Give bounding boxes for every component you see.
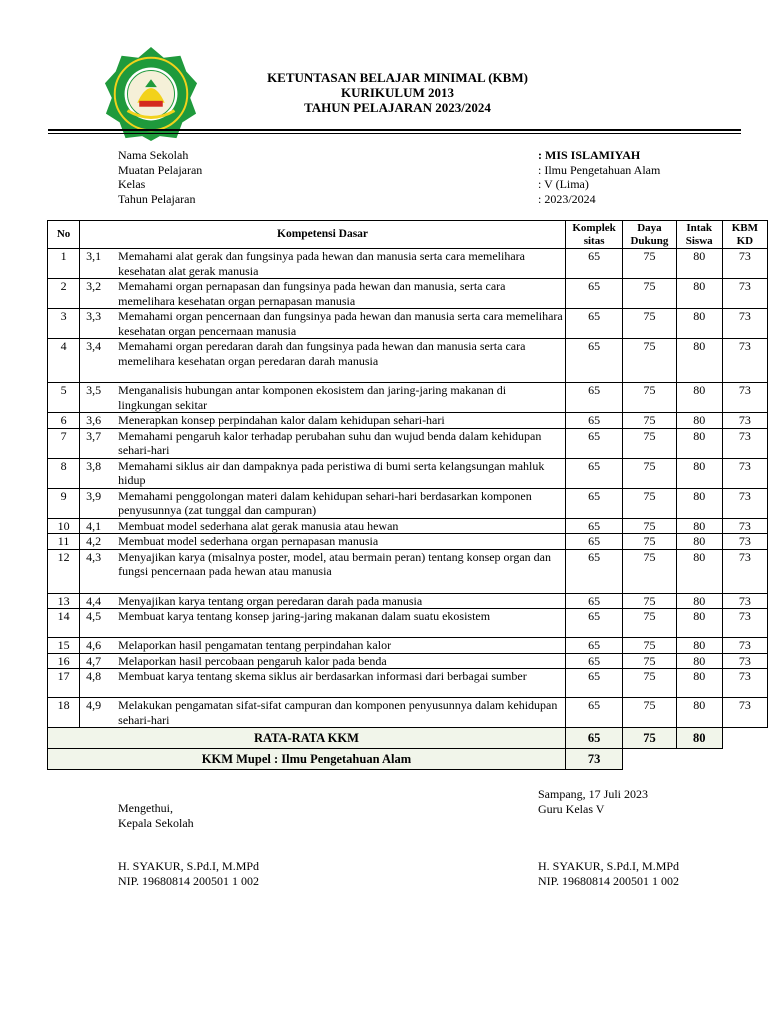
daya-dukung-value: 75 (623, 534, 676, 550)
kd-description: Menyajikan karya tentang organ peredaran darah pada manusia (118, 593, 423, 608)
kompleksitas-value: 65 (565, 458, 622, 488)
table-row (48, 534, 768, 550)
table-row (48, 638, 768, 654)
intake-value: 80 (676, 309, 722, 339)
kompleksitas-value: 65 (565, 339, 622, 383)
daya-dukung-value: 75 (623, 428, 676, 458)
acknowledged-label: Mengethui, (118, 801, 173, 815)
kompleksitas-value: 65 (565, 534, 622, 550)
info-label-school: Nama Sekolah (118, 148, 189, 162)
kompleksitas-value: 65 (565, 609, 622, 638)
kd-description: Melaporkan hasil percobaan pengaruh kalor pada benda (118, 653, 387, 668)
kd-code: 3,9 (86, 488, 102, 503)
kbm-kd-value: 73 (722, 458, 767, 488)
table-row (48, 653, 768, 669)
kd-code: 4,5 (86, 609, 102, 623)
average-label: RATA-RATA KKM (48, 728, 566, 749)
intake-value: 80 (676, 518, 722, 534)
row-no: 17 (48, 669, 80, 698)
intake-value: 80 (676, 458, 722, 488)
kd-description: Menganalisis hubungan antar komponen ekosistem dan jaring-jaring makanan di lingkungan sekitar (118, 383, 507, 412)
row-no: 9 (48, 488, 80, 518)
header-no: No (48, 221, 80, 249)
kompleksitas-value: 65 (565, 279, 622, 309)
intake-value: 80 (676, 413, 722, 429)
kd-code: 4,7 (86, 653, 102, 668)
info-value-year: : 2023/2024 (538, 192, 596, 207)
daya-dukung-value: 75 (623, 413, 676, 429)
header-intake-siswa: Intak Siswa (676, 221, 722, 249)
intake-value: 80 (676, 593, 722, 609)
table-row (48, 609, 768, 638)
average-row (48, 728, 768, 749)
signer-role-right: Guru Kelas V (538, 801, 605, 816)
kd-description: Melaporkan hasil pengamatan tentang perpindahan kalor (118, 638, 392, 652)
row-no: 1 (48, 249, 80, 279)
daya-dukung-value: 75 (623, 593, 676, 609)
kd-code: 4,4 (86, 593, 102, 608)
header-title: KETUNTASAN BELAJAR MINIMAL (KBM) (267, 70, 528, 85)
table-row (48, 249, 768, 279)
kd-description: Menerapkan konsep perpindahan kalor dalam kehidupan sehari-hari (118, 413, 445, 427)
kbm-kd-value: 73 (722, 609, 767, 638)
kompleksitas-value: 65 (565, 698, 622, 728)
intake-value: 80 (676, 609, 722, 638)
info-label-class: Kelas (118, 177, 146, 192)
table-row (48, 428, 768, 458)
signer-nip-left: NIP. 19680814 200501 1 002 (118, 873, 260, 888)
kd-code: 3,3 (86, 309, 102, 323)
header-kbm-kd: KBM KD (722, 221, 767, 249)
signer-role-left: Kepala Sekolah (118, 815, 194, 830)
header-curriculum: KURIKULUM 2013 (340, 85, 455, 100)
daya-dukung-value: 75 (623, 549, 676, 593)
table-row (48, 518, 768, 534)
row-no: 18 (48, 698, 80, 728)
kd-description: Memahami alat gerak dan fungsinya pada hewan dan manusia serta cara memelihara kesehatan alat gerak manusia (118, 249, 525, 278)
signer-name-right: H. SYAKUR, S.Pd.I, M.MPd (538, 859, 680, 873)
kbm-kd-value: 73 (722, 339, 767, 383)
kbm-kd-value: 73 (722, 593, 767, 609)
kd-description: Membuat model sederhana organ pernapasan manusia (118, 534, 379, 548)
table-row (48, 698, 768, 728)
daya-dukung-value: 75 (623, 383, 676, 413)
daya-dukung-value: 75 (623, 518, 676, 534)
row-no: 13 (48, 593, 80, 609)
row-no: 11 (48, 534, 80, 550)
row-no: 5 (48, 383, 80, 413)
daya-dukung-value: 75 (623, 309, 676, 339)
daya-dukung-value: 75 (623, 339, 676, 383)
kbm-table-body (48, 249, 768, 770)
row-no: 2 (48, 279, 80, 309)
info-value-class: : V (Lima) (538, 177, 589, 192)
intake-value: 80 (676, 669, 722, 698)
intake-value: 80 (676, 488, 722, 518)
daya-dukung-value: 75 (623, 653, 676, 669)
table-row (48, 279, 768, 309)
table-row (48, 669, 768, 698)
table-row (48, 413, 768, 429)
kd-code: 4,3 (86, 549, 102, 564)
header-kompetensi-dasar: Kompetensi Dasar (80, 221, 566, 249)
intake-value: 80 (676, 638, 722, 654)
kd-code: 3,7 (86, 428, 102, 443)
kd-code: 4,8 (86, 669, 102, 683)
intake-value: 80 (676, 534, 722, 550)
kbm-kd-value: 73 (722, 279, 767, 309)
header-academic-year: TAHUN PELAJARAN 2023/2024 (304, 100, 491, 115)
intake-value: 80 (676, 653, 722, 669)
kompleksitas-value: 65 (565, 383, 622, 413)
table-row (48, 458, 768, 488)
kbm-kd-value: 73 (722, 653, 767, 669)
kkm-mupel-value: 73 (565, 749, 622, 770)
kompleksitas-value: 65 (565, 249, 622, 279)
kd-code: 3,5 (86, 383, 102, 397)
table-row (48, 549, 768, 593)
info-labels (118, 148, 202, 207)
kbm-kd-value: 73 (722, 249, 767, 279)
daya-dukung-value: 75 (623, 249, 676, 279)
table-row (48, 383, 768, 413)
kd-code: 4,2 (86, 534, 102, 548)
header-rule-thick (48, 129, 741, 131)
row-no: 10 (48, 518, 80, 534)
kd-description: Membuat karya tentang konsep jaring-jaring makanan dalam suatu ekosistem (118, 609, 491, 623)
signer-name-left: H. SYAKUR, S.Pd.I, M.MPd (118, 859, 260, 873)
table-row (48, 488, 768, 518)
average-daya-dukung: 75 (623, 728, 676, 749)
header-kompleksitas: Komplek sitas (565, 221, 622, 249)
kompleksitas-value: 65 (565, 593, 622, 609)
table-row (48, 593, 768, 609)
average-kompleksitas: 65 (565, 728, 622, 749)
row-no: 8 (48, 458, 80, 488)
info-label-subject: Muatan Pelajaran (118, 162, 203, 177)
average-intake: 80 (676, 728, 722, 749)
kbm-kd-value: 73 (722, 428, 767, 458)
kd-description: Membuat model sederhana alat gerak manusia atau hewan (118, 518, 399, 533)
kompleksitas-value: 65 (565, 488, 622, 518)
document-header (200, 70, 595, 115)
daya-dukung-value: 75 (623, 698, 676, 728)
kd-code: 3,2 (86, 279, 102, 293)
intake-value: 80 (676, 549, 722, 593)
kd-description: Membuat karya tentang skema siklus air berdasarkan informasi dari berbagai sumber (118, 669, 527, 683)
signature-left (118, 801, 194, 831)
info-values (538, 148, 660, 207)
kkm-mupel-label: KKM Mupel : Ilmu Pengetahuan Alam (48, 749, 566, 770)
kbm-kd-value: 73 (722, 413, 767, 429)
kompleksitas-value: 65 (565, 549, 622, 593)
row-no: 6 (48, 413, 80, 429)
signature-right (538, 787, 648, 817)
row-no: 15 (48, 638, 80, 654)
school-logo (102, 44, 200, 142)
kompleksitas-value: 65 (565, 428, 622, 458)
row-no: 14 (48, 609, 80, 638)
kbm-kd-value: 73 (722, 309, 767, 339)
daya-dukung-value: 75 (623, 638, 676, 654)
table-row (48, 309, 768, 339)
table-row (48, 339, 768, 383)
kompleksitas-value: 65 (565, 669, 622, 698)
intake-value: 80 (676, 339, 722, 383)
intake-value: 80 (676, 428, 722, 458)
kd-description: Memahami pengaruh kalor terhadap perubahan suhu dan wujud benda dalam kehidupan sehari-hari (118, 428, 542, 457)
kd-code: 3,6 (86, 413, 102, 427)
kompleksitas-value: 65 (565, 309, 622, 339)
kd-code: 3,8 (86, 458, 102, 473)
signer-left-details (118, 859, 259, 889)
kd-description: Memahami organ pernapasan dan fungsinya pada hewan dan manusia, serta cara memelihara kesehatan organ pernapasan manusia (118, 279, 506, 308)
kd-description: Memahami penggolongan materi dalam kehidupan sehari-hari berdasarkan komponen penyusunnya (zat tunggal dan campuran) (118, 488, 532, 517)
kompleksitas-value: 65 (565, 638, 622, 654)
row-no: 16 (48, 653, 80, 669)
signer-nip-right: NIP. 19680814 200501 1 002 (538, 873, 680, 888)
row-no: 4 (48, 339, 80, 383)
intake-value: 80 (676, 279, 722, 309)
kbm-kd-value: 73 (722, 549, 767, 593)
header-rule-thin (48, 133, 741, 134)
info-value-school: : MIS ISLAMIYAH (538, 148, 641, 162)
row-no: 3 (48, 309, 80, 339)
kd-code: 4,1 (86, 518, 102, 533)
place-date: Sampang, 17 Juli 2023 (538, 787, 648, 801)
kd-description: Memahami organ pencernaan dan fungsinya pada hewan dan manusia serta cara memelihara kesehatan organ pencernaan manusia (118, 309, 563, 338)
kd-code: 4,9 (86, 698, 102, 712)
daya-dukung-value: 75 (623, 488, 676, 518)
daya-dukung-value: 75 (623, 279, 676, 309)
kd-description: Melakukan pengamatan sifat-sifat campuran dan komponen penyusunnya dalam kehidupan sehari-hari (118, 698, 558, 727)
kd-code: 3,4 (86, 339, 102, 353)
kompleksitas-value: 65 (565, 653, 622, 669)
signer-right-details (538, 859, 679, 889)
daya-dukung-value: 75 (623, 458, 676, 488)
kbm-kd-value: 73 (722, 518, 767, 534)
header-daya-dukung: Daya Dukung (623, 221, 676, 249)
kbm-kd-value: 73 (722, 534, 767, 550)
intake-value: 80 (676, 249, 722, 279)
kompleksitas-value: 65 (565, 518, 622, 534)
kbm-kd-value: 73 (722, 638, 767, 654)
row-no: 7 (48, 428, 80, 458)
row-no: 12 (48, 549, 80, 593)
info-label-year: Tahun Pelajaran (118, 192, 196, 207)
kd-description: Memahami siklus air dan dampaknya pada peristiwa di bumi serta kelangsungan mahluk hidup (118, 458, 545, 487)
intake-value: 80 (676, 698, 722, 728)
daya-dukung-value: 75 (623, 669, 676, 698)
kd-code: 3,1 (86, 249, 102, 263)
daya-dukung-value: 75 (623, 609, 676, 638)
info-value-subject: : Ilmu Pengetahuan Alam (538, 162, 661, 177)
kbm-kd-value: 73 (722, 669, 767, 698)
kbm-kd-value: 73 (722, 698, 767, 728)
kbm-table (47, 220, 768, 770)
kkm-mupel-row (48, 749, 768, 770)
kbm-kd-value: 73 (722, 383, 767, 413)
kbm-kd-value: 73 (722, 488, 767, 518)
kd-description: Menyajikan karya (misalnya poster, model, atau bermain peran) tentang konsep organ dan fungsi pencernaan pada hewan atau manusia (118, 549, 551, 578)
kd-code: 4,6 (86, 638, 102, 652)
kompleksitas-value: 65 (565, 413, 622, 429)
intake-value: 80 (676, 383, 722, 413)
kd-description: Memahami organ peredaran darah dan fungsinya pada hewan dan manusia serta cara memelihara kesehatan organ peredaran darah manusia (118, 339, 526, 368)
